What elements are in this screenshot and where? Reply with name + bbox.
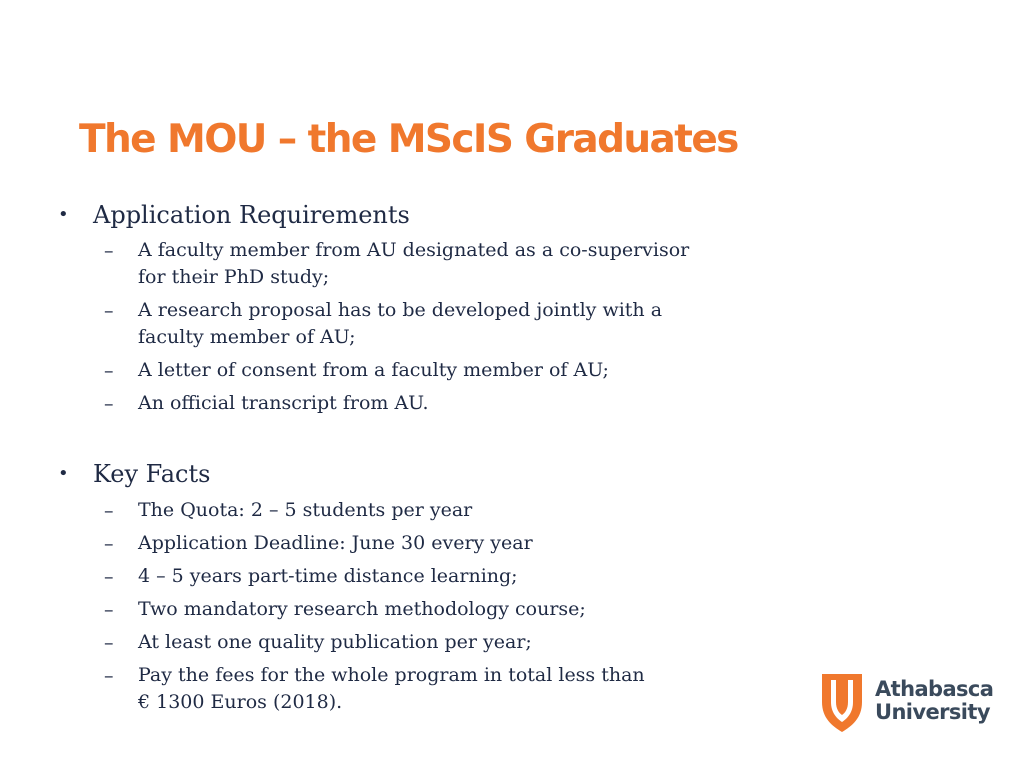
section-heading-application-requirements: Application Requirements <box>93 201 410 229</box>
list-item: Two mandatory research methodology course; <box>138 598 586 620</box>
dash-icon: – <box>104 566 114 588</box>
list-item: Pay the fees for the whole program in total less than € 1300 Euros (2018). <box>138 664 645 713</box>
athabasca-university-logo <box>820 672 1000 734</box>
logo-line-2: University <box>875 700 990 724</box>
list-item: A letter of consent from a faculty member of AU; <box>138 359 609 381</box>
dash-icon: – <box>104 599 114 621</box>
dash-icon: – <box>104 393 114 415</box>
dash-icon: – <box>104 500 114 522</box>
dash-icon: – <box>104 240 114 262</box>
logo-wordmark <box>875 678 993 724</box>
dash-icon: – <box>104 300 114 322</box>
logo-line-1: Athabasca <box>875 677 994 701</box>
section-heading-key-facts: Key Facts <box>93 460 211 488</box>
shield-icon <box>820 672 864 734</box>
slide-title: The MOU – the MScIS Graduates <box>79 117 738 162</box>
list-item: 4 – 5 years part-time distance learning; <box>138 565 518 587</box>
list-item: Application Deadline: June 30 every year <box>138 532 533 554</box>
dash-icon: – <box>104 360 114 382</box>
dash-icon: – <box>104 632 114 654</box>
dash-icon: – <box>104 665 114 687</box>
bullet-icon: • <box>58 204 69 225</box>
list-item: A faculty member from AU designated as a co-supervisor for their PhD study; <box>138 239 690 288</box>
list-item: A research proposal has to be developed jointly with a faculty member of AU; <box>138 299 663 348</box>
list-item: An official transcript from AU. <box>138 392 429 414</box>
dash-icon: – <box>104 533 114 555</box>
list-item: The Quota: 2 – 5 students per year <box>138 499 473 521</box>
list-item: At least one quality publication per year; <box>138 631 532 653</box>
bullet-icon: • <box>58 463 69 484</box>
